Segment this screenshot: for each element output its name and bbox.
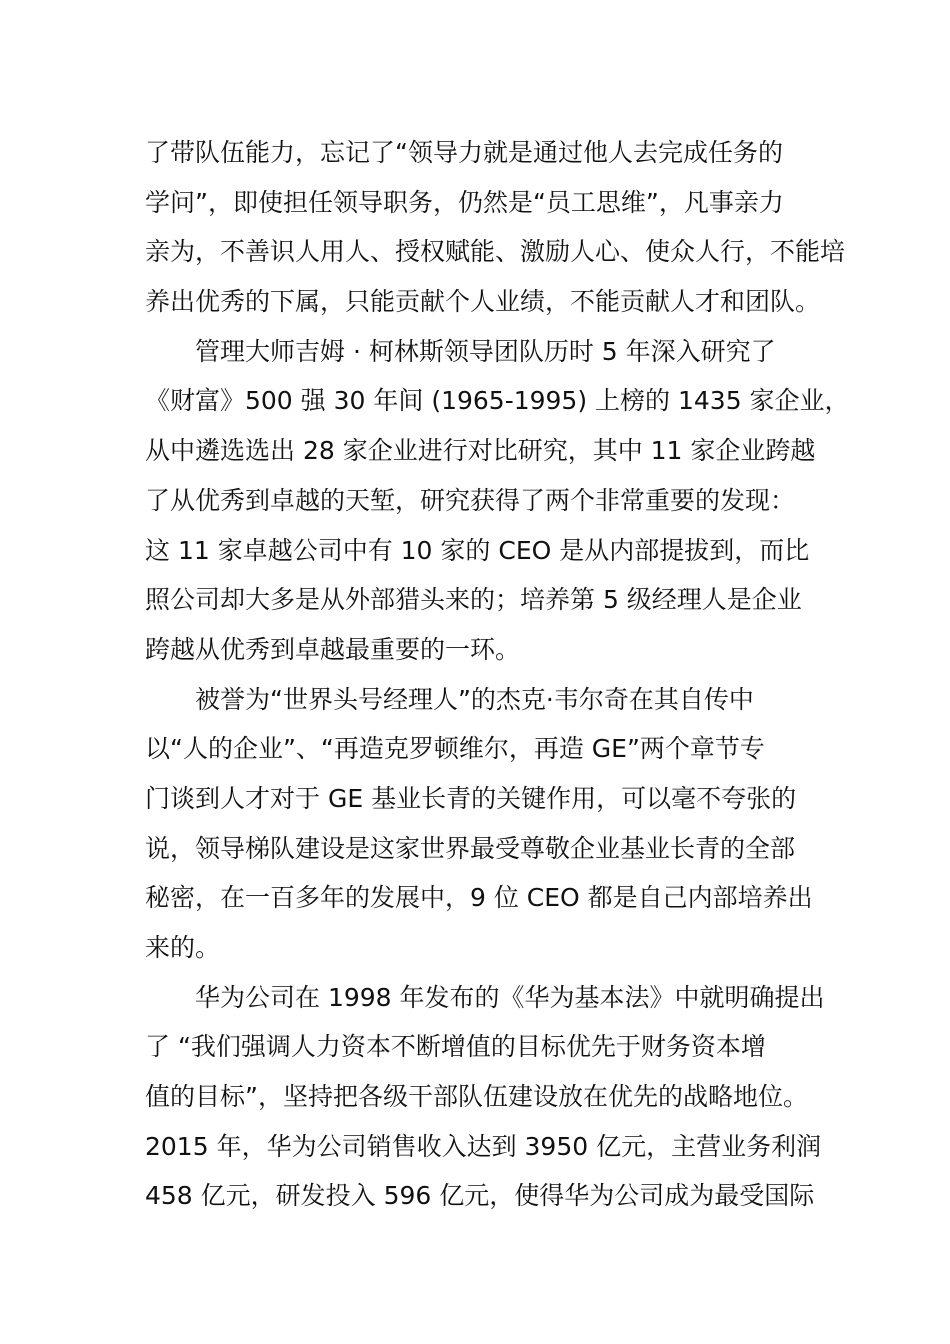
text-line: 了带队伍能力，忘记了“领导力就是通过他人去完成任务的 [145,138,783,167]
text-line: 跨越从优秀到卓越最重要的一环。 [145,634,521,664]
text-line: 照公司却大多是从外部猎头来的；培养第 5 级经理人是企业 [145,585,802,615]
paragraph [145,128,846,327]
paragraph [145,675,825,973]
text-line: 秘密，在一百多年的发展中，9 位 CEO 都是自己内部培养出 [145,883,813,913]
text-line: 这 11 家卓越公司中有 10 家的 CEO 是从内部提拔到，而比 [145,535,810,565]
paragraph [145,327,850,675]
text-line: 管理大师吉姆 · 柯林斯领导团队历时 5 年深入研究了 [195,336,776,366]
paragraph [145,973,825,1221]
text-line: 了 “我们强调人力资本不断增值的目标优先于财务资本增 [145,1032,766,1062]
text-line: 门谈到人才对于 GE 基业长青的关键作用，可以毫不夸张的 [145,783,797,813]
text-line: 《财富》500 强 30 年间 (1965-1995) 上榜的 1435 家企业， [145,386,850,416]
text-line: 被誉为“世界头号经理人”的杰克·韦尔奇在其自传中 [195,684,754,714]
text-line: 华为公司在 1998 年发布的《华为基本法》中就明确提出 [195,982,825,1012]
text-line: 从中遴选选出 28 家企业进行对比研究，其中 11 家企业跨越 [145,436,816,466]
text-line: 了从优秀到卓越的天堑，研究获得了两个非常重要的发现： [145,485,796,515]
text-line: 458 亿元，研发投入 596 亿元，使得华为公司成为最受国际 [145,1181,815,1211]
text-line: 来的。 [145,933,221,962]
body-text [145,128,850,1221]
text-line: 2015 年，华为公司销售收入达到 3950 亿元，主营业务利润 [145,1131,822,1161]
text-line: 亲为，不善识人用人、授权赋能、激励人心、使众人行，不能培 [145,237,846,267]
text-line: 值的目标”，坚持把各级干部队伍建设放在优先的战略地位。 [145,1082,808,1112]
text-line: 说，领导梯队建设是这家世界最受尊敬企业基业长青的全部 [145,833,796,863]
text-line: 以“人的企业”、“再造克罗顿维尔，再造 GE”两个章节专 [145,734,765,764]
text-line: 养出优秀的下属，只能贡献个人业绩，不能贡献人才和团队。 [145,287,821,317]
text-line: 学问”，即使担任领导职务，仍然是“员工思维”，凡事亲力 [145,187,784,217]
